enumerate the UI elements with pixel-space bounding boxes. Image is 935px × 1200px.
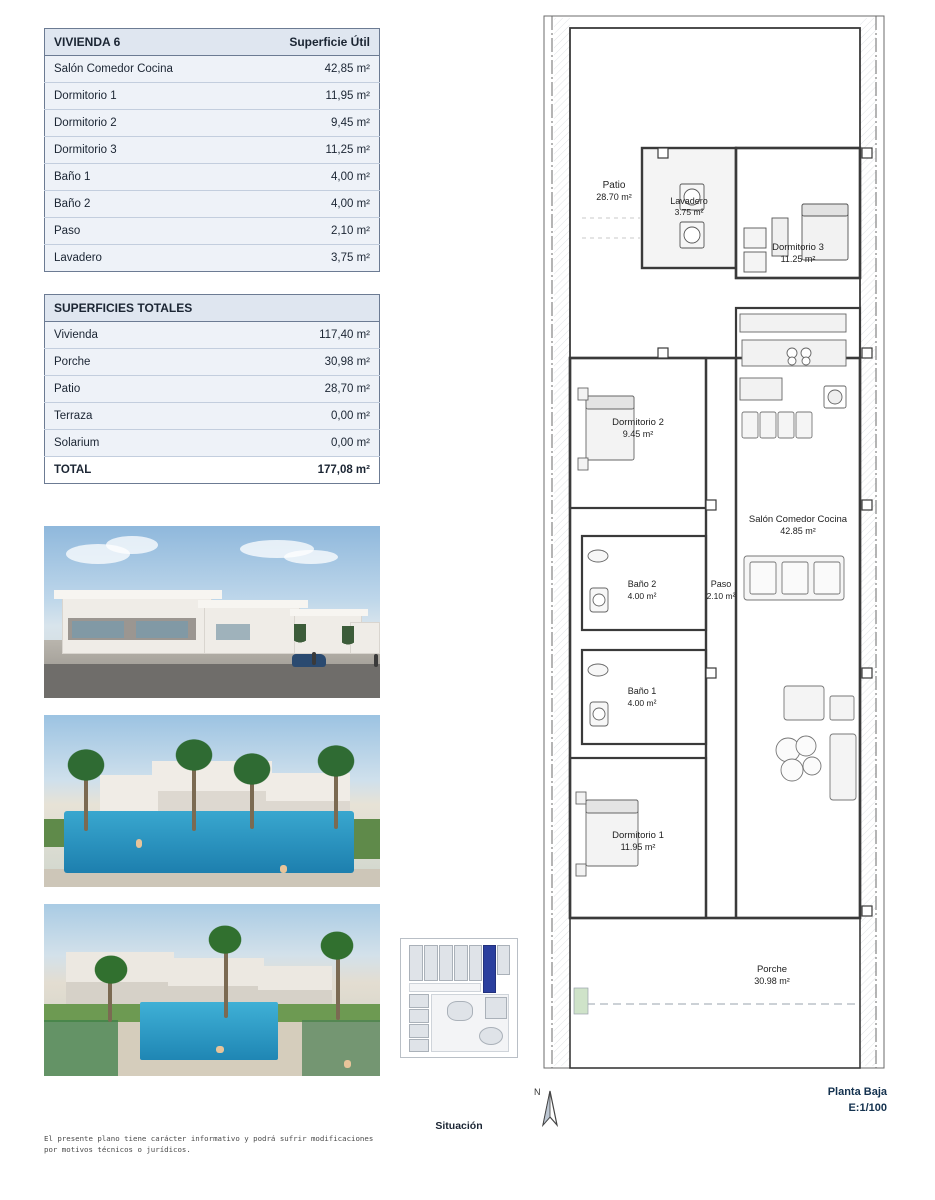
plan-label-salon: Salón Comedor Cocina bbox=[748, 514, 848, 525]
room-area: 4,00 m² bbox=[239, 164, 379, 191]
dwelling-areas-table bbox=[44, 28, 380, 272]
table-row bbox=[45, 349, 380, 376]
room-area: 11,95 m² bbox=[239, 83, 379, 110]
table-row bbox=[45, 430, 380, 457]
room-area: 30,98 m² bbox=[203, 349, 379, 376]
disclaimer-text: El presente plano tiene carácter informativo y podrá sufrir modificaciones por motivos técnicos o jurídicos. bbox=[44, 1134, 374, 1154]
situacion-map bbox=[400, 938, 518, 1058]
table-total-row bbox=[45, 457, 380, 484]
room-area: 9,45 m² bbox=[239, 110, 379, 137]
room-area: 2,10 m² bbox=[239, 218, 379, 245]
room-area: 28,70 m² bbox=[203, 376, 379, 403]
totals-title: SUPERFICIES TOTALES bbox=[45, 295, 380, 322]
room-label: Vivienda bbox=[45, 322, 204, 349]
room-label: Patio bbox=[45, 376, 204, 403]
plan-title-line2: E:1/100 bbox=[848, 1101, 887, 1114]
table-row bbox=[45, 56, 380, 83]
room-area: 117,40 m² bbox=[203, 322, 379, 349]
room-area: 4,00 m² bbox=[239, 191, 379, 218]
room-label: Solarium bbox=[45, 430, 204, 457]
room-label: Dormitorio 3 bbox=[45, 137, 240, 164]
plan-label-dormitorio-2: Dormitorio 2 bbox=[612, 417, 664, 428]
plan-label-dormitorio-3: Dormitorio 3 bbox=[772, 242, 824, 253]
room-label: Dormitorio 1 bbox=[45, 83, 240, 110]
render-terrace-aerial bbox=[44, 904, 380, 1076]
totals-header-row bbox=[45, 295, 380, 322]
table-spacer bbox=[44, 272, 380, 294]
room-area: 3,75 m² bbox=[239, 245, 379, 272]
table-header-row bbox=[45, 29, 380, 56]
plan-label-dormitorio-1: Dormitorio 1 bbox=[612, 830, 664, 841]
table-row bbox=[45, 83, 380, 110]
room-label: Baño 1 bbox=[45, 164, 240, 191]
compass-north-icon bbox=[530, 1085, 570, 1133]
total-area: 177,08 m² bbox=[203, 457, 379, 484]
render-exterior-street bbox=[44, 526, 380, 698]
svg-text:2.10 m²: 2.10 m² bbox=[706, 591, 736, 601]
plan-label-porche: Porche bbox=[756, 964, 788, 975]
plan-label-bano-1: Baño 1 bbox=[627, 686, 657, 696]
svg-text:4.00 m²: 4.00 m² bbox=[627, 591, 657, 601]
plan-label-bano-2: Baño 2 bbox=[627, 579, 657, 589]
floor-plan-drawing bbox=[530, 8, 890, 1088]
total-label: TOTAL bbox=[45, 457, 204, 484]
dwelling-metric-label: Superficie Útil bbox=[239, 29, 379, 56]
dwelling-name: VIVIENDA 6 bbox=[45, 29, 240, 56]
svg-text:3.75 m²: 3.75 m² bbox=[674, 207, 704, 217]
totals-areas-table bbox=[44, 294, 380, 484]
table-row bbox=[45, 403, 380, 430]
table-row bbox=[45, 164, 380, 191]
svg-text:11.25 m²: 11.25 m² bbox=[780, 254, 816, 264]
table-row bbox=[45, 191, 380, 218]
plan-label-paso: Paso bbox=[710, 579, 732, 589]
plan-label-lavadero: Lavadero bbox=[670, 196, 708, 206]
room-area: 42,85 m² bbox=[239, 56, 379, 83]
situacion-label: Situación bbox=[435, 1120, 483, 1132]
svg-text:9.45 m²: 9.45 m² bbox=[622, 429, 654, 439]
table-row bbox=[45, 322, 380, 349]
room-area: 0,00 m² bbox=[203, 403, 379, 430]
table-row bbox=[45, 110, 380, 137]
svg-text:42.85 m²: 42.85 m² bbox=[780, 526, 816, 536]
table-row bbox=[45, 218, 380, 245]
render-pool-palms bbox=[44, 715, 380, 887]
plan-label-patio: Patio bbox=[602, 180, 626, 191]
situacion-map-frame bbox=[400, 938, 518, 1058]
room-area: 0,00 m² bbox=[203, 430, 379, 457]
room-area: 11,25 m² bbox=[239, 137, 379, 164]
room-label: Terraza bbox=[45, 403, 204, 430]
room-label: Lavadero bbox=[45, 245, 240, 272]
svg-text:28.70 m²: 28.70 m² bbox=[596, 192, 632, 202]
situacion-highlighted-plot bbox=[483, 945, 496, 993]
room-label: Salón Comedor Cocina bbox=[45, 56, 240, 83]
svg-text:N: N bbox=[534, 1087, 541, 1097]
room-label: Porche bbox=[45, 349, 204, 376]
plan-title bbox=[828, 1085, 887, 1117]
room-label: Paso bbox=[45, 218, 240, 245]
plan-title-line1: Planta Baja bbox=[827, 1086, 887, 1098]
left-column bbox=[44, 28, 380, 1076]
room-label: Dormitorio 2 bbox=[45, 110, 240, 137]
svg-text:30.98 m²: 30.98 m² bbox=[754, 976, 790, 986]
svg-text:4.00 m²: 4.00 m² bbox=[627, 698, 657, 708]
table-row bbox=[45, 376, 380, 403]
room-label: Baño 2 bbox=[45, 191, 240, 218]
svg-text:11.95 m²: 11.95 m² bbox=[620, 842, 656, 852]
table-row bbox=[45, 245, 380, 272]
table-row bbox=[45, 137, 380, 164]
